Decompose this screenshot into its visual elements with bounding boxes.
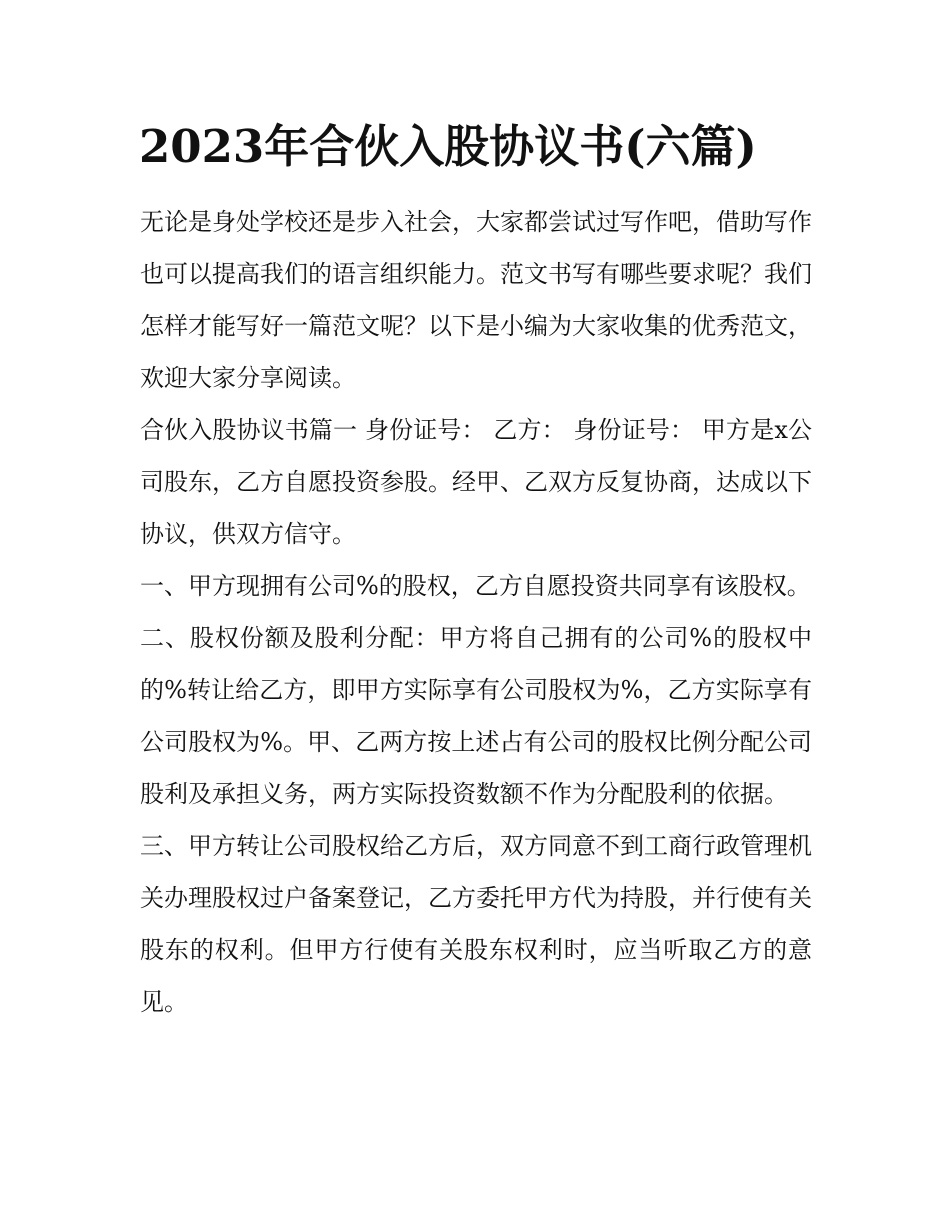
paragraph-clause-1: 一、甲方现拥有公司%的股权，乙方自愿投资共同享有该股权。 <box>140 572 811 600</box>
paragraph-agreement-1: 合伙入股协议书篇一 身份证号： 乙方： 身份证号： 甲方是x公司股东，乙方自愿投资参股。经甲、乙双方反复协商，达成以下协议，供双方信守。 <box>140 416 812 548</box>
paragraph-clause-3: 三、甲方转让公司股权给乙方后，双方同意不到工商行政管理机关办理股权过户备案登记，乙方委托甲方代为持股，并行使有关股东的权利。但甲方行使有关股东权利时，应当听取乙方的意见。 <box>140 832 812 1016</box>
document-title: 2023年合伙入股协议书(六篇) <box>139 120 757 173</box>
paragraph-intro: 无论是身处学校还是步入社会，大家都尝试过写作吧，借助写作也可以提高我们的语言组织能力。范文书写有哪些要求呢？我们怎样才能写好一篇范文呢？以下是小编为大家收集的优秀范文，欢迎大家分享阅读。 <box>140 208 812 392</box>
paragraph-clause-2: 二、股权份额及股利分配：甲方将自己拥有的公司%的股权中的%转让给乙方，即甲方实际享有公司股权为%，乙方实际享有公司股权为%。甲、乙两方按上述占有公司的股权比例分配公司股利及承担义务，两方实际投资数额不作为分配股利的依据。 <box>140 624 812 808</box>
document-body <box>140 196 812 1028</box>
